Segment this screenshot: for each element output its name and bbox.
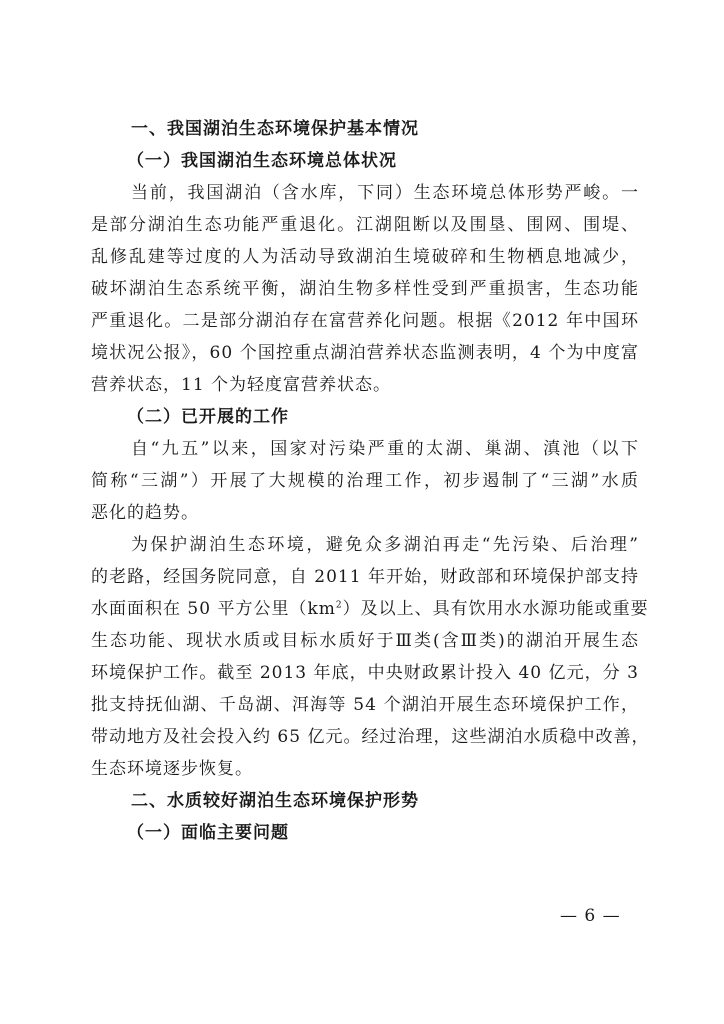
paragraph-line: 自“九五”以来，国家对污染严重的太湖、巢湖、滇池（以下: [131, 439, 639, 459]
superscript: 2: [335, 600, 343, 611]
text-run: 水面面积在 50 平方公里（km: [91, 599, 336, 619]
paragraph-line: 营养状态，11 个为轻度富营养状态。: [91, 375, 392, 395]
paragraph-line: 恶化的趋势。: [91, 503, 199, 523]
paragraph-line: 简称“三湖”）开展了大规模的治理工作，初步遏制了“三湖”水质: [91, 471, 639, 491]
paragraph-line: 批支持抚仙湖、千岛湖、洱海等 54 个湖泊开展生态环境保护工作，: [91, 695, 639, 715]
paragraph-line: 环境保护工作。截至 2013 年底，中央财政累计投入 40 亿元，分 3: [91, 663, 639, 683]
paragraph-2: [91, 433, 639, 529]
paragraph-line: 乱修乱建等过度的人为活动导致湖泊生境破碎和生物栖息地减少，: [91, 247, 639, 267]
document-page: [91, 113, 650, 849]
paragraph-line: 破坏湖泊生态系统平衡，湖泊生物多样性受到严重损害，生态功能: [91, 279, 639, 299]
page-number: — 6 —: [560, 906, 621, 926]
paragraph-line: 是部分湖泊生态功能严重退化。江湖阻断以及围垦、围网、围堤、: [91, 215, 639, 235]
section-heading-2: 二、水质较好湖泊生态环境保护形势: [131, 791, 419, 811]
paragraph-line: 带动地方及社会投入约 65 亿元。经过治理，这些湖泊水质稳中改善，: [91, 727, 650, 747]
section-heading-1: 一、我国湖泊生态环境保护基本情况: [131, 119, 419, 139]
paragraph-line-with-superscript: [91, 593, 649, 625]
text-run: ）及以上、具有饮用水水源功能或重要: [342, 599, 649, 619]
paragraph-line: 当前，我国湖泊（含水库，下同）生态环境总体形势严峻。一: [131, 183, 639, 203]
paragraph-line: 的老路，经国务院同意，自 2011 年开始，财政部和环境保护部支持: [91, 567, 639, 587]
paragraph-line: 生态环境逐步恢复。: [91, 759, 253, 779]
paragraph-1: [91, 177, 639, 401]
paragraph-line: 严重退化。二是部分湖泊存在富营养化问题。根据《2012 年中国环: [91, 311, 639, 331]
subsection-heading-1-1: （一）我国湖泊生态环境总体状况: [127, 151, 397, 171]
paragraph-line: 境状况公报》，60 个国控重点湖泊营养状态监测表明，4 个为中度富: [91, 343, 639, 363]
paragraph-3: [91, 529, 650, 785]
paragraph-line: 为保护湖泊生态环境，避免众多湖泊再走“先污染、后治理”: [131, 535, 639, 555]
subsection-heading-2-1: （一）面临主要问题: [127, 823, 289, 843]
paragraph-line: 生态功能、现状水质或目标水质好于Ⅲ类(含Ⅲ类)的湖泊开展生态: [91, 631, 639, 651]
subsection-heading-1-2: （二）已开展的工作: [127, 407, 289, 427]
